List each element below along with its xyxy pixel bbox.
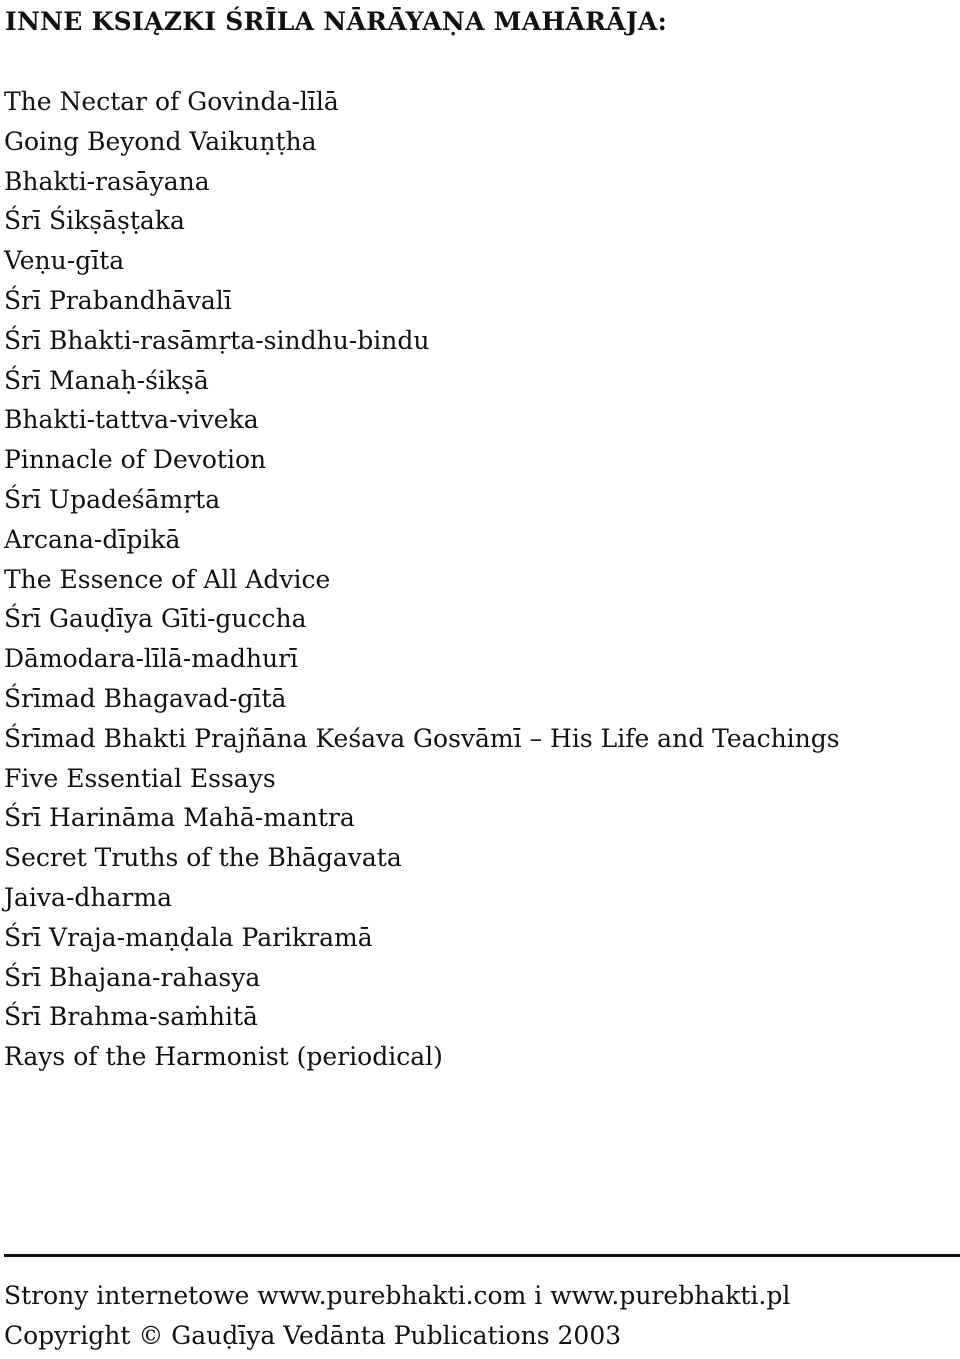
websites-line: Strony internetowe www.purebhakti.com i www.purebhakti.pl (4, 1281, 791, 1310)
footer-divider (4, 1254, 960, 1257)
book-title: The Essence of All Advice (4, 564, 331, 594)
copyright-line: Copyright © Gauḍīya Vedānta Publications 2003 (4, 1321, 622, 1350)
book-title: Veṇu-gīta (4, 246, 125, 276)
book-title: Śrīmad Bhagavad-gītā (4, 683, 287, 713)
book-title: Śrī Bhakti-rasāmṛta-sindhu-bindu (4, 325, 430, 355)
book-title: Going Beyond Vaikuṇṭha (4, 126, 317, 156)
book-list (4, 82, 840, 1077)
book-title: Bhakti-rasāyana (4, 166, 210, 196)
book-title: Pinnacle of Devotion (4, 445, 267, 475)
book-title: Five Essential Essays (4, 763, 276, 793)
book-title: Bhakti-tattva-viveka (4, 405, 259, 435)
book-title: Rays of the Harmonist (periodical) (4, 1042, 443, 1072)
book-title: Arcana-dīpikā (4, 524, 181, 554)
book-title: Secret Truths of the Bhāgavata (4, 843, 402, 873)
book-title: Śrī Vraja-maṇḍala Parikramā (4, 922, 373, 952)
book-title: Śrī Harināma Mahā-mantra (4, 803, 355, 833)
book-title: The Nectar of Govinda-līlā (4, 87, 339, 116)
book-title: Jaiva-dharma (4, 882, 172, 912)
book-title: Śrī Manaḥ-śikṣā (4, 365, 209, 395)
footer (4, 1276, 790, 1356)
book-title: Śrī Brahma-saṁhitā (4, 1002, 258, 1032)
book-title: Śrī Gauḍīya Gīti-guccha (4, 604, 307, 634)
book-title: Dāmodara-līlā-madhurī (4, 644, 299, 674)
book-title: Śrī Upadeśāmṛta (4, 484, 221, 514)
book-title: Śrī Bhajana-rahasya (4, 962, 261, 992)
book-title: Śrī Prabandhāvalī (4, 285, 232, 315)
book-title: Śrī Śikṣāṣṭaka (4, 206, 185, 236)
book-title: Śrīmad Bhakti Prajñāna Keśava Gosvāmī – His Life and Teachings (4, 723, 840, 753)
page-heading: INNE KSIĄZKI ŚRĪLA NĀRĀYAṆA MAHĀRĀJA: (5, 7, 668, 36)
